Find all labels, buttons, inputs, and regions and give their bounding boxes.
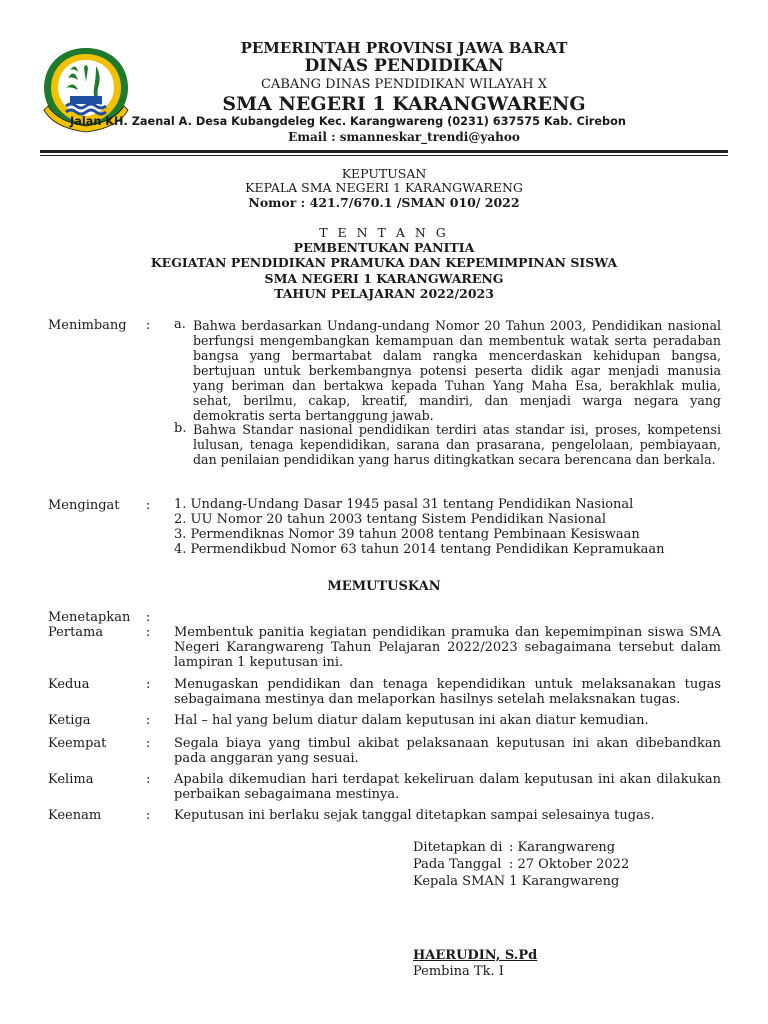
keenam-text: Keputusan ini berlaku sejak tanggal ditetapkan sampai selesainya tugas. (174, 808, 655, 823)
menimbang-colon: : (146, 318, 151, 333)
menimbang-b-marker: b. (174, 421, 187, 436)
keempat-colon: : (146, 736, 151, 751)
pertama-label: Pertama (48, 625, 104, 640)
ketiga-colon: : (146, 713, 151, 728)
decree-issuer: KEPALA SMA NEGERI 1 KARANGWARENG (245, 180, 523, 195)
menetapkan-label: Menetapkan (48, 610, 131, 625)
mengingat-item: 3. Permendiknas Nomor 39 tahun 2008 tentang Pembinaan Kesiswaan (174, 527, 640, 542)
mengingat-colon: : (146, 498, 151, 513)
pertama-colon: : (146, 625, 151, 640)
letterhead-address: Jalan KH. Zaenal A. Desa Kubangdeleg Kec. Karangwareng (0231) 637575 Kab. Cirebon (70, 115, 626, 128)
kelima-colon: : (146, 772, 151, 787)
menimbang-a-marker: a. (174, 317, 186, 332)
ditetapkan-label: Ditetapkan di (413, 840, 503, 855)
mengingat-label: Mengingat (48, 498, 120, 513)
menimbang-a-text: Bahwa berdasarkan Undang-undang Nomor 20 Tahun 2003, Pendidikan nasional berfungsi mengembangkan kemampuan dan membentuk watak serta peradaban bangsa yang bermartabat dalam rangka mencerdaskan kehidupan bangsa, bertujuan untuk berkembangnya potensi peserta didik agar menjadi manusia yang beriman dan bertakwa kepada Tuhan Yang Maha Esa, berakhlak mulia, sehat, berilmu, cakap, kreatif, mandiri, dan menjadi warga negara yang demokratis serta bertanggung jawab. (193, 318, 721, 423)
pertama-text: Membentuk panitia kegiatan pendidikan pramuka dan kepemimpinan siswa SMA Negeri Karangwareng Tahun Pelajaran 2022/2023 sebagaimana tersebut dalam lampiran 1 keputusan ini. (174, 625, 721, 670)
decree-subject-4: TAHUN PELAJARAN 2022/2023 (274, 286, 494, 301)
memutuskan-heading: MEMUTUSKAN (327, 579, 441, 594)
keenam-colon: : (146, 808, 151, 823)
decree-tentang: T E N T A N G (319, 225, 449, 240)
signatory-name: HAERUDIN, S.Pd (413, 948, 538, 963)
decree-number: Nomor : 421.7/670.1 /SMAN 010/ 2022 (248, 195, 520, 210)
tanggal-label: Pada Tanggal (413, 857, 502, 872)
keenam-label: Keenam (48, 808, 102, 823)
letterhead-school-name: SMA NEGERI 1 KARANGWARENG (222, 93, 586, 115)
kedua-label: Kedua (48, 677, 90, 692)
ketiga-label: Ketiga (48, 713, 91, 728)
kelima-text: Apabila dikemudian hari terdapat kekeliruan dalam keputusan ini akan dilakukan perbaikan sebagaimana mestinya. (174, 772, 721, 802)
ditetapkan-value: : Karangwareng (509, 840, 616, 855)
letterhead-divider-thick (40, 150, 728, 153)
menimbang-b-text: Bahwa Standar nasional pendidikan terdiri atas standar isi, proses, kompetensi lulusan, tenaga kependidikan, sarana dan prasarana, pengelolaan, pembiayaan, dan penilaian pendidikan yang harus ditingkatkan secara berencana dan berkala. (193, 422, 721, 467)
decree-subject-3: SMA NEGERI 1 KARANGWARENG (264, 271, 504, 286)
menetapkan-colon: : (146, 610, 151, 625)
decree-heading: KEPUTUSAN (341, 166, 427, 181)
letterhead-divider-thin (40, 155, 728, 156)
keempat-text: Segala biaya yang timbul akibat pelaksanaan keputusan ini akan dibebandkan pada anggaran yang sesuai. (174, 736, 721, 766)
kelima-label: Kelima (48, 772, 94, 787)
menimbang-label: Menimbang (48, 318, 127, 333)
letterhead-government: PEMERINTAH PROVINSI JAWA BARAT (240, 39, 568, 57)
decree-subject-2: KEGIATAN PENDIDIKAN PRAMUKA DAN KEPEMIMPINAN SISWA (150, 255, 618, 270)
mengingat-item: 2. UU Nomor 20 tahun 2003 tentang Sistem Pendidikan Nasional (174, 512, 606, 527)
ketiga-text: Hal – hal yang belum diatur dalam keputusan ini akan diatur kemudian. (174, 713, 649, 728)
letterhead-agency: DINAS PENDIDIKAN (304, 56, 504, 76)
mengingat-item: 1. Undang-Undang Dasar 1945 pasal 31 tentang Pendidikan Nasional (174, 497, 634, 512)
kedua-text: Menugaskan pendidikan dan tenaga kependidikan untuk melaksanakan tugas sebagaimana mestinya dan melaporkan hasilnys setelah melaksnakan tugas. (174, 677, 721, 707)
mengingat-item: 4. Permendikbud Nomor 63 tahun 2014 tentang Pendidikan Kepramukaan (174, 542, 665, 557)
keempat-label: Keempat (48, 736, 107, 751)
kedua-colon: : (146, 677, 151, 692)
signatory-position: Kepala SMAN 1 Karangwareng (413, 874, 620, 889)
tanggal-value: : 27 Oktober 2022 (509, 857, 630, 872)
letterhead-email: Email : smanneskar_trendi@yahoo (288, 130, 520, 144)
signatory-rank: Pembina Tk. I (413, 964, 504, 979)
letterhead-branch: CABANG DINAS PENDIDIKAN WILAYAH X (260, 77, 547, 92)
decree-subject-1: PEMBENTUKAN PANITIA (293, 240, 475, 255)
